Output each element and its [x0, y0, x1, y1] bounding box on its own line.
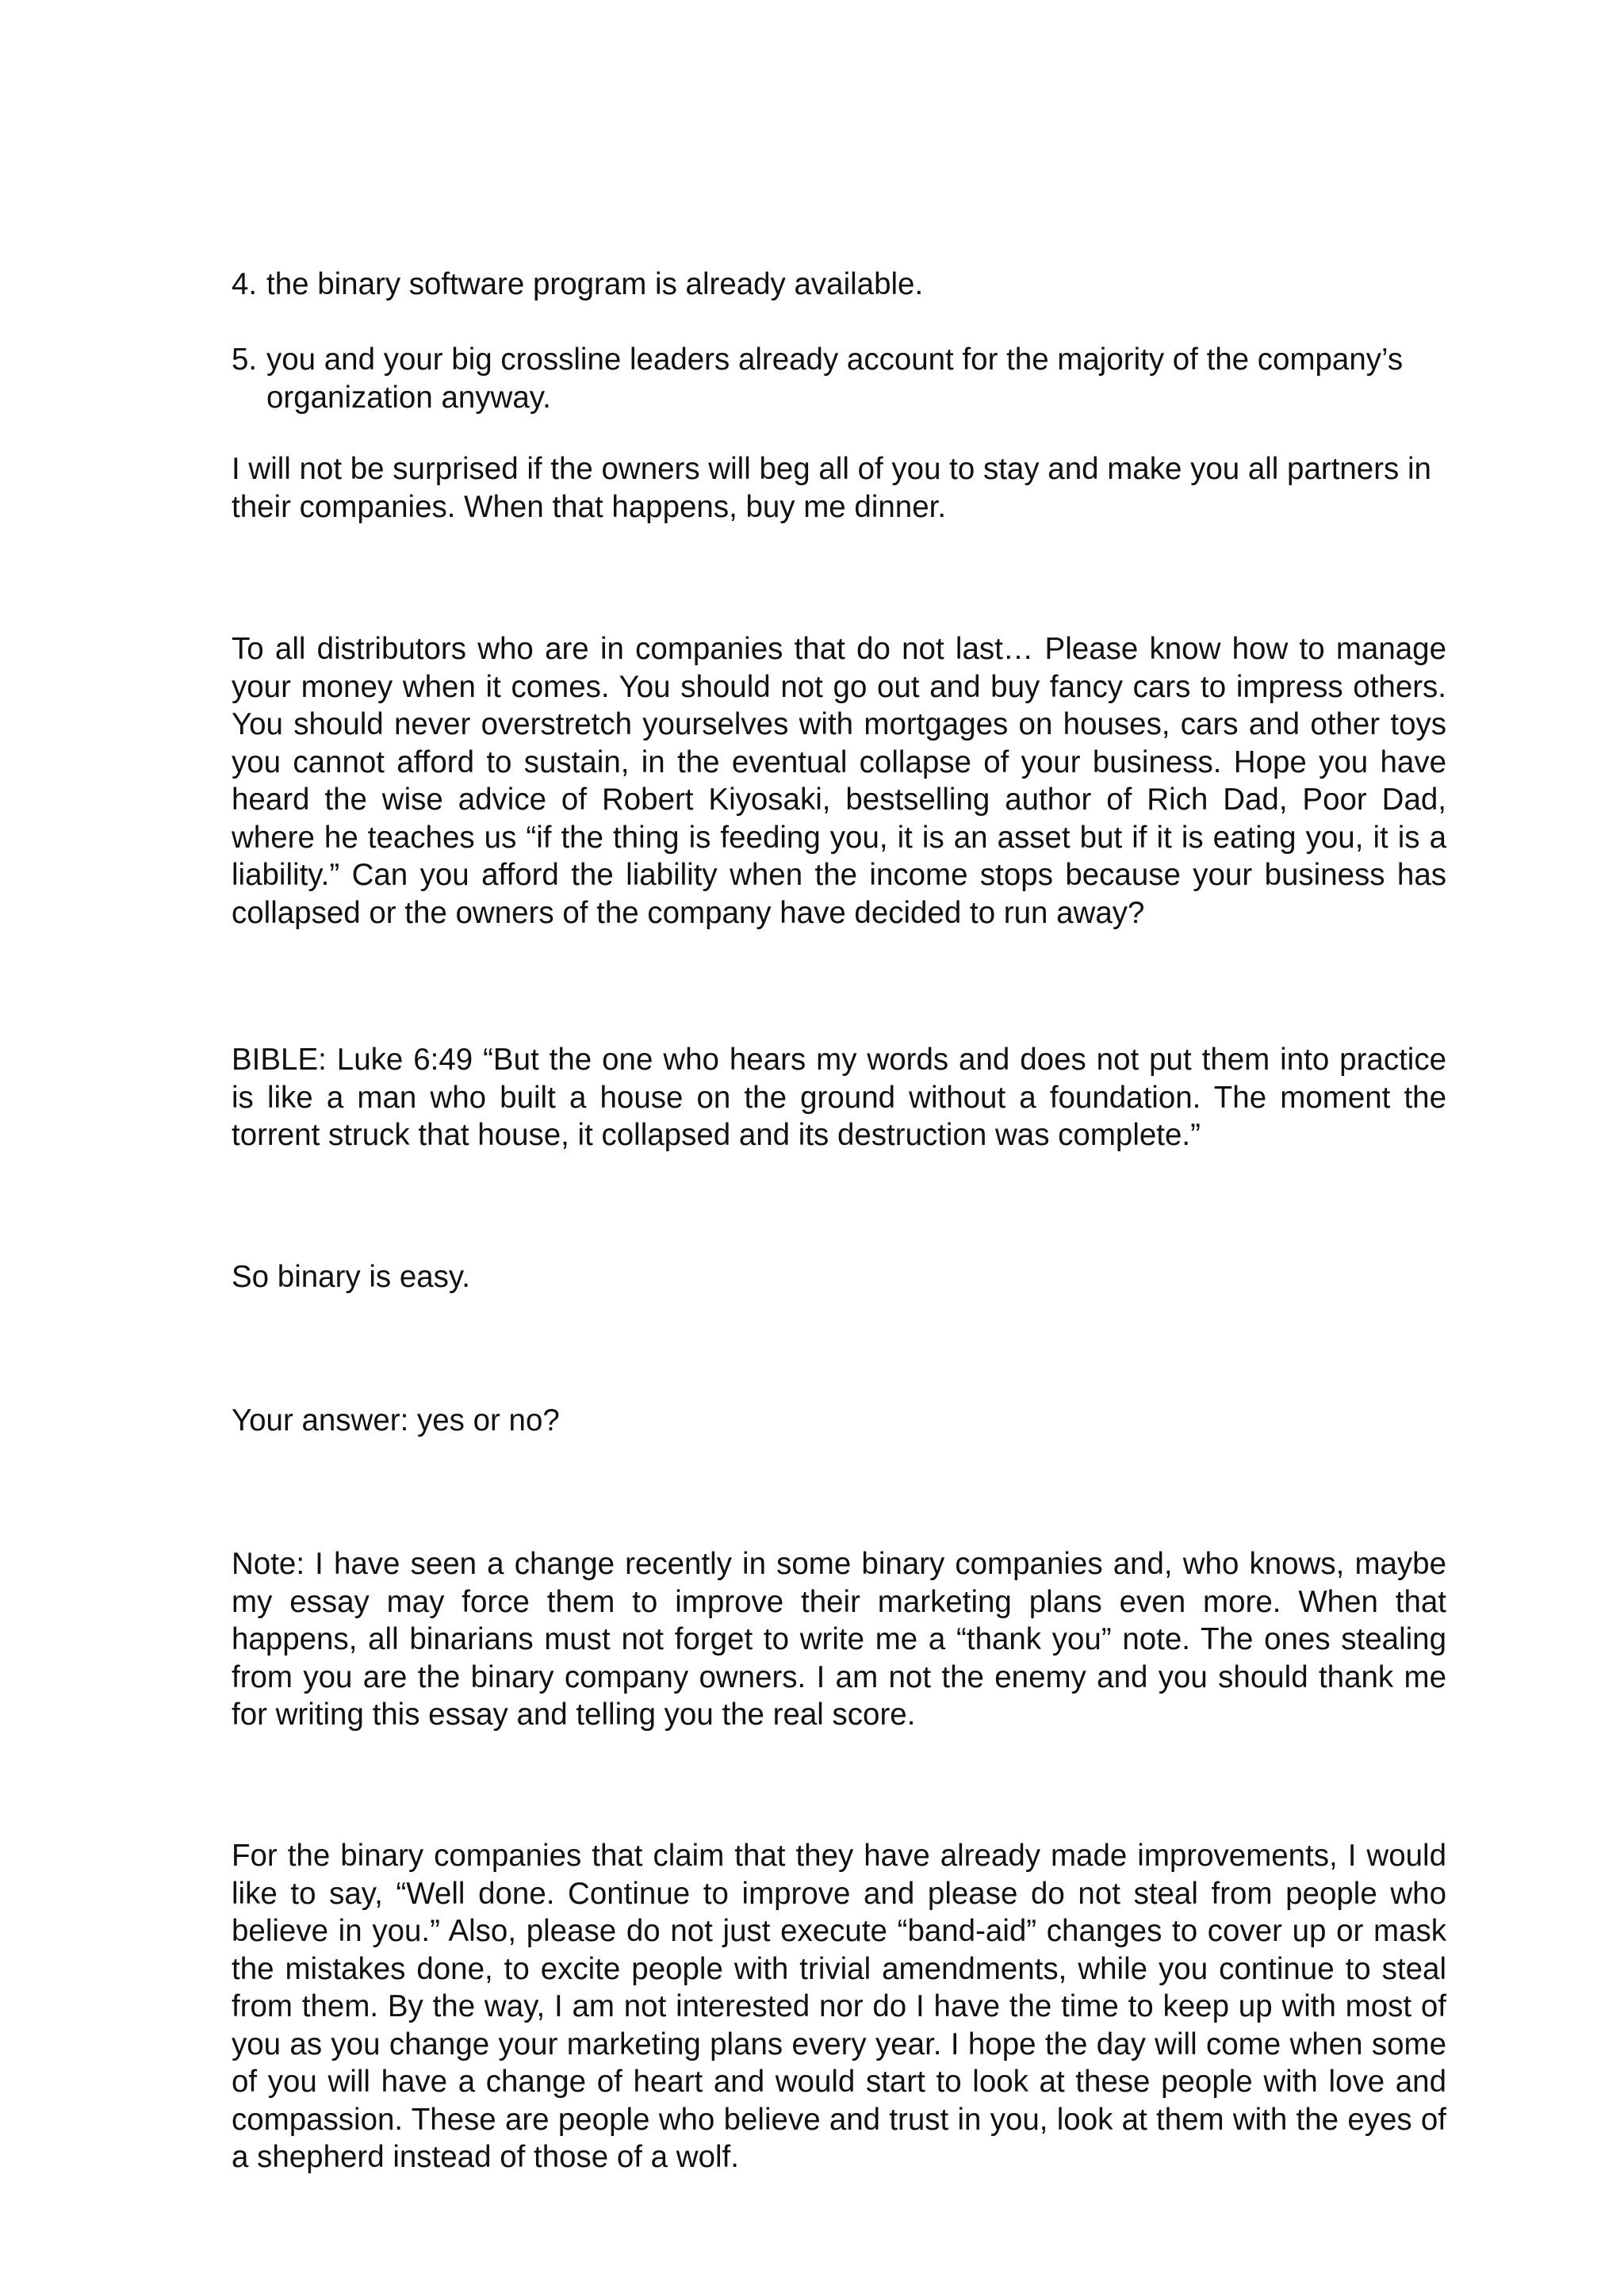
paragraph-distributors: To all distributors who are in companies that do not last… Please know how to manage your money when it comes. You should not go out and buy fancy cars to impress others. You should never overstretch yourselves with mortgages on houses, cars and other toys you cannot afford to sustain, in the eventual collapse of your business. Hope you have heard the wise advice of Robert Kiyosaki, bestselling author of Rich Dad, Poor Dad, where he teaches us “if the thing is feeding you, it is an asset but if it is eating you, it is a liability.” Can you afford the liability when the income stops because your business has collapsed or the owners of the company have decided to run away?	[232, 632, 1446, 930]
paragraph-note: Note: I have seen a change recently in some binary companies and, who knows, maybe my essay may force them to improve their marketing plans even more. When that happens, all binarians must not forget to write me a “thank you” note. The ones stealing from you are the binary company owners. I am not the enemy and you should thank me for writing this essay and telling you the real score.	[232, 1547, 1446, 1732]
list-item-number: 5.	[232, 343, 258, 377]
paragraph-improvements: For the binary companies that claim that they have already made improvements, I would like to say, “Well done. Continue to improve and please do not steal from people who believe in you.” Also, please do not just execute “band-aid” changes to cover up or mask the mistakes done, to excite people with trivial amendments, while you continue to steal from them. By the way, I am not interested nor do I have the time to keep up with most of you as you change your marketing plans every year. I hope the day will come when some of you will have a change of heart and would start to look at these people with love and compassion. These are people who believe and trust in you, look at them with the eyes of a shepherd instead of those of a wolf.	[232, 1839, 1446, 2174]
paragraph-owners-beg: I will not be surprised if the owners will beg all of you to stay and make you all partners in their companies. When that happens, buy me dinner.	[232, 452, 1431, 524]
list-item-text: you and your big crossline leaders already account for the majority of the company’s organization anyway.	[266, 343, 1404, 415]
paragraph-your-answer: Your answer: yes or no?	[232, 1403, 560, 1437]
paragraph-bible-quote: BIBLE: Luke 6:49 “But the one who hears my words and does not put them into practice is like a man who built a house on the ground without a foundation. The moment the torrent struck that house, it collapsed and its destruction was complete.”	[232, 1043, 1446, 1152]
list-item-number: 4.	[232, 267, 258, 301]
list-item	[232, 266, 1446, 304]
list-item-text: the binary software program is already available.	[266, 267, 924, 301]
paragraph-binary-easy: So binary is easy.	[232, 1260, 471, 1294]
list-item	[232, 341, 1446, 416]
